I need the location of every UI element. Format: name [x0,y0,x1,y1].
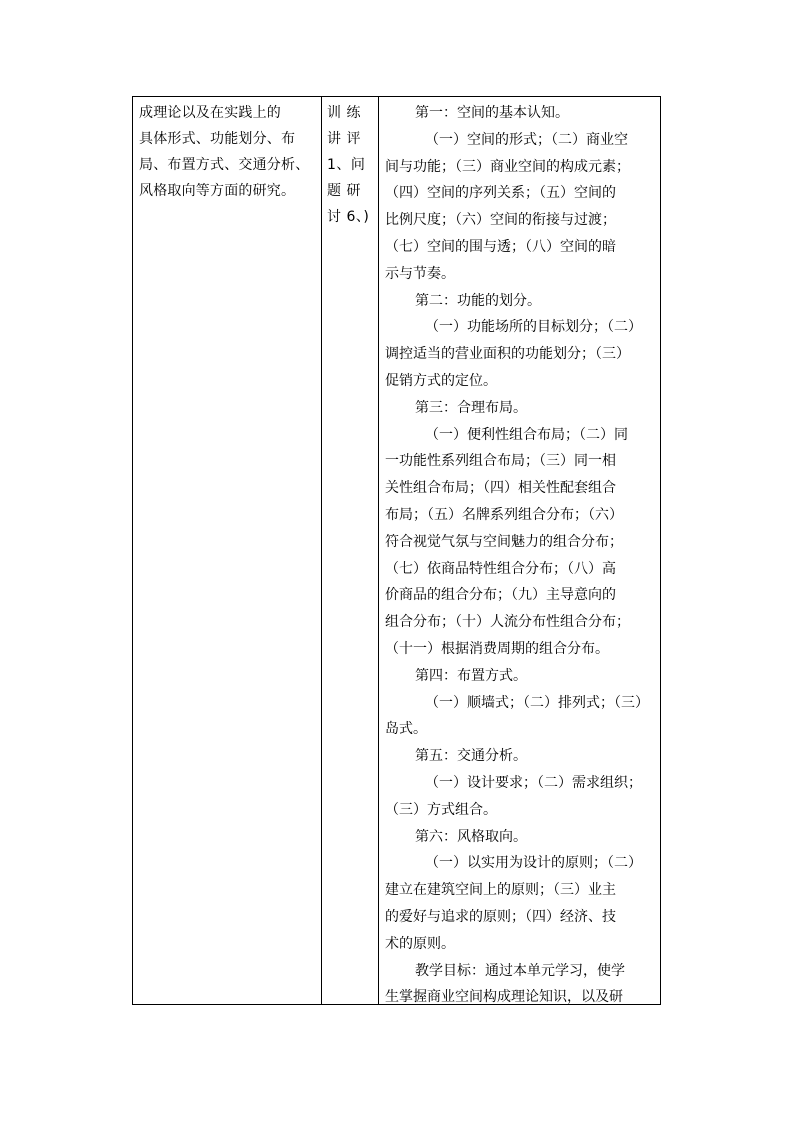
section-heading: 教学目标：通过本单元学习，使学 [415,962,625,979]
text-line: 关性组合布局；（四）相关性配套组合 [385,480,616,497]
summary-text [139,100,317,204]
text-line: 1、问 [327,157,366,173]
text-line: 一功能性系列组合布局；（三）同一相 [385,453,616,470]
method-text [327,100,377,230]
text-line: 符合视觉气氛与空间魅力的组合分布； [385,533,623,550]
text-line: 促销方式的定位。 [385,372,497,389]
text-line: 成理论以及在实践上的 [139,105,281,121]
text-line: 示与节奏。 [385,265,455,282]
content-table [132,96,661,1005]
text-line: 生掌握商业空间构成理论知识，以及研 [385,989,623,1006]
text-line: 的爱好与追求的原则；（四）经济、技 [385,908,616,925]
text-line: 岛式。 [385,721,427,738]
section-heading: 第六：风格取向。 [415,828,527,845]
text-line: （一）设计要求；（二）需求组织； [425,774,642,791]
text-line: 讲 评 [327,131,361,147]
text-line: 讨 6、) [327,209,370,225]
table-cell-content [379,97,660,1004]
text-line: 具体形式、功能划分、布 [139,131,296,147]
text-line: （十一）根据消费周期的组合分布。 [385,640,609,657]
section-heading: 第二：功能的划分。 [415,292,541,309]
content-text [385,100,657,1011]
text-line: 组合分布；（十）人流分布性组合分布； [385,614,630,631]
text-line: （一）以实用为设计的原则；（二） [425,855,642,872]
text-line: （三）方式组合。 [385,801,497,818]
text-line: （七）依商品特性组合分布；（八）高 [385,560,616,577]
text-line: 术的原则。 [385,935,455,952]
text-line: 价商品的组合分布；（九）主导意向的 [385,587,616,604]
text-line: （一）便利性组合布局；（二）同 [425,426,628,443]
section-heading: 第三：合理布局。 [415,399,527,416]
text-line: （四）空间的序列关系；（五）空间的 [385,185,616,202]
text-line: 题 研 [327,183,361,199]
text-line: 布局；（五）名牌系列组合分布；（六） [385,506,623,523]
text-line: 训 练 [327,105,361,121]
text-line: （一）功能场所的目标划分；（二） [425,319,642,336]
table-cell-summary [133,97,322,1004]
table-cell-method [322,97,379,1004]
text-line: （一）空间的形式；（二）商业空 [425,131,628,148]
section-heading: 第五：交通分析。 [415,748,527,765]
text-line: 局、布置方式、交通分析、 [139,157,310,173]
section-heading: 第一：空间的基本认知。 [415,105,569,121]
section-heading: 第四：布置方式。 [415,667,527,684]
text-line: 建立在建筑空间上的原则；（三）业主 [385,882,616,899]
text-line: 比例尺度；（六）空间的衔接与过渡； [385,212,616,229]
text-line: （七）空间的围与透；（八）空间的暗 [385,238,616,255]
text-line: （一）顺墙式；（二）排列式；（三） [425,694,649,711]
text-line: 调控适当的营业面积的功能划分；（三） [385,346,630,363]
text-line: 间与功能；（三）商业空间的构成元素； [385,158,630,175]
text-line: 风格取向等方面的研究。 [139,183,296,199]
